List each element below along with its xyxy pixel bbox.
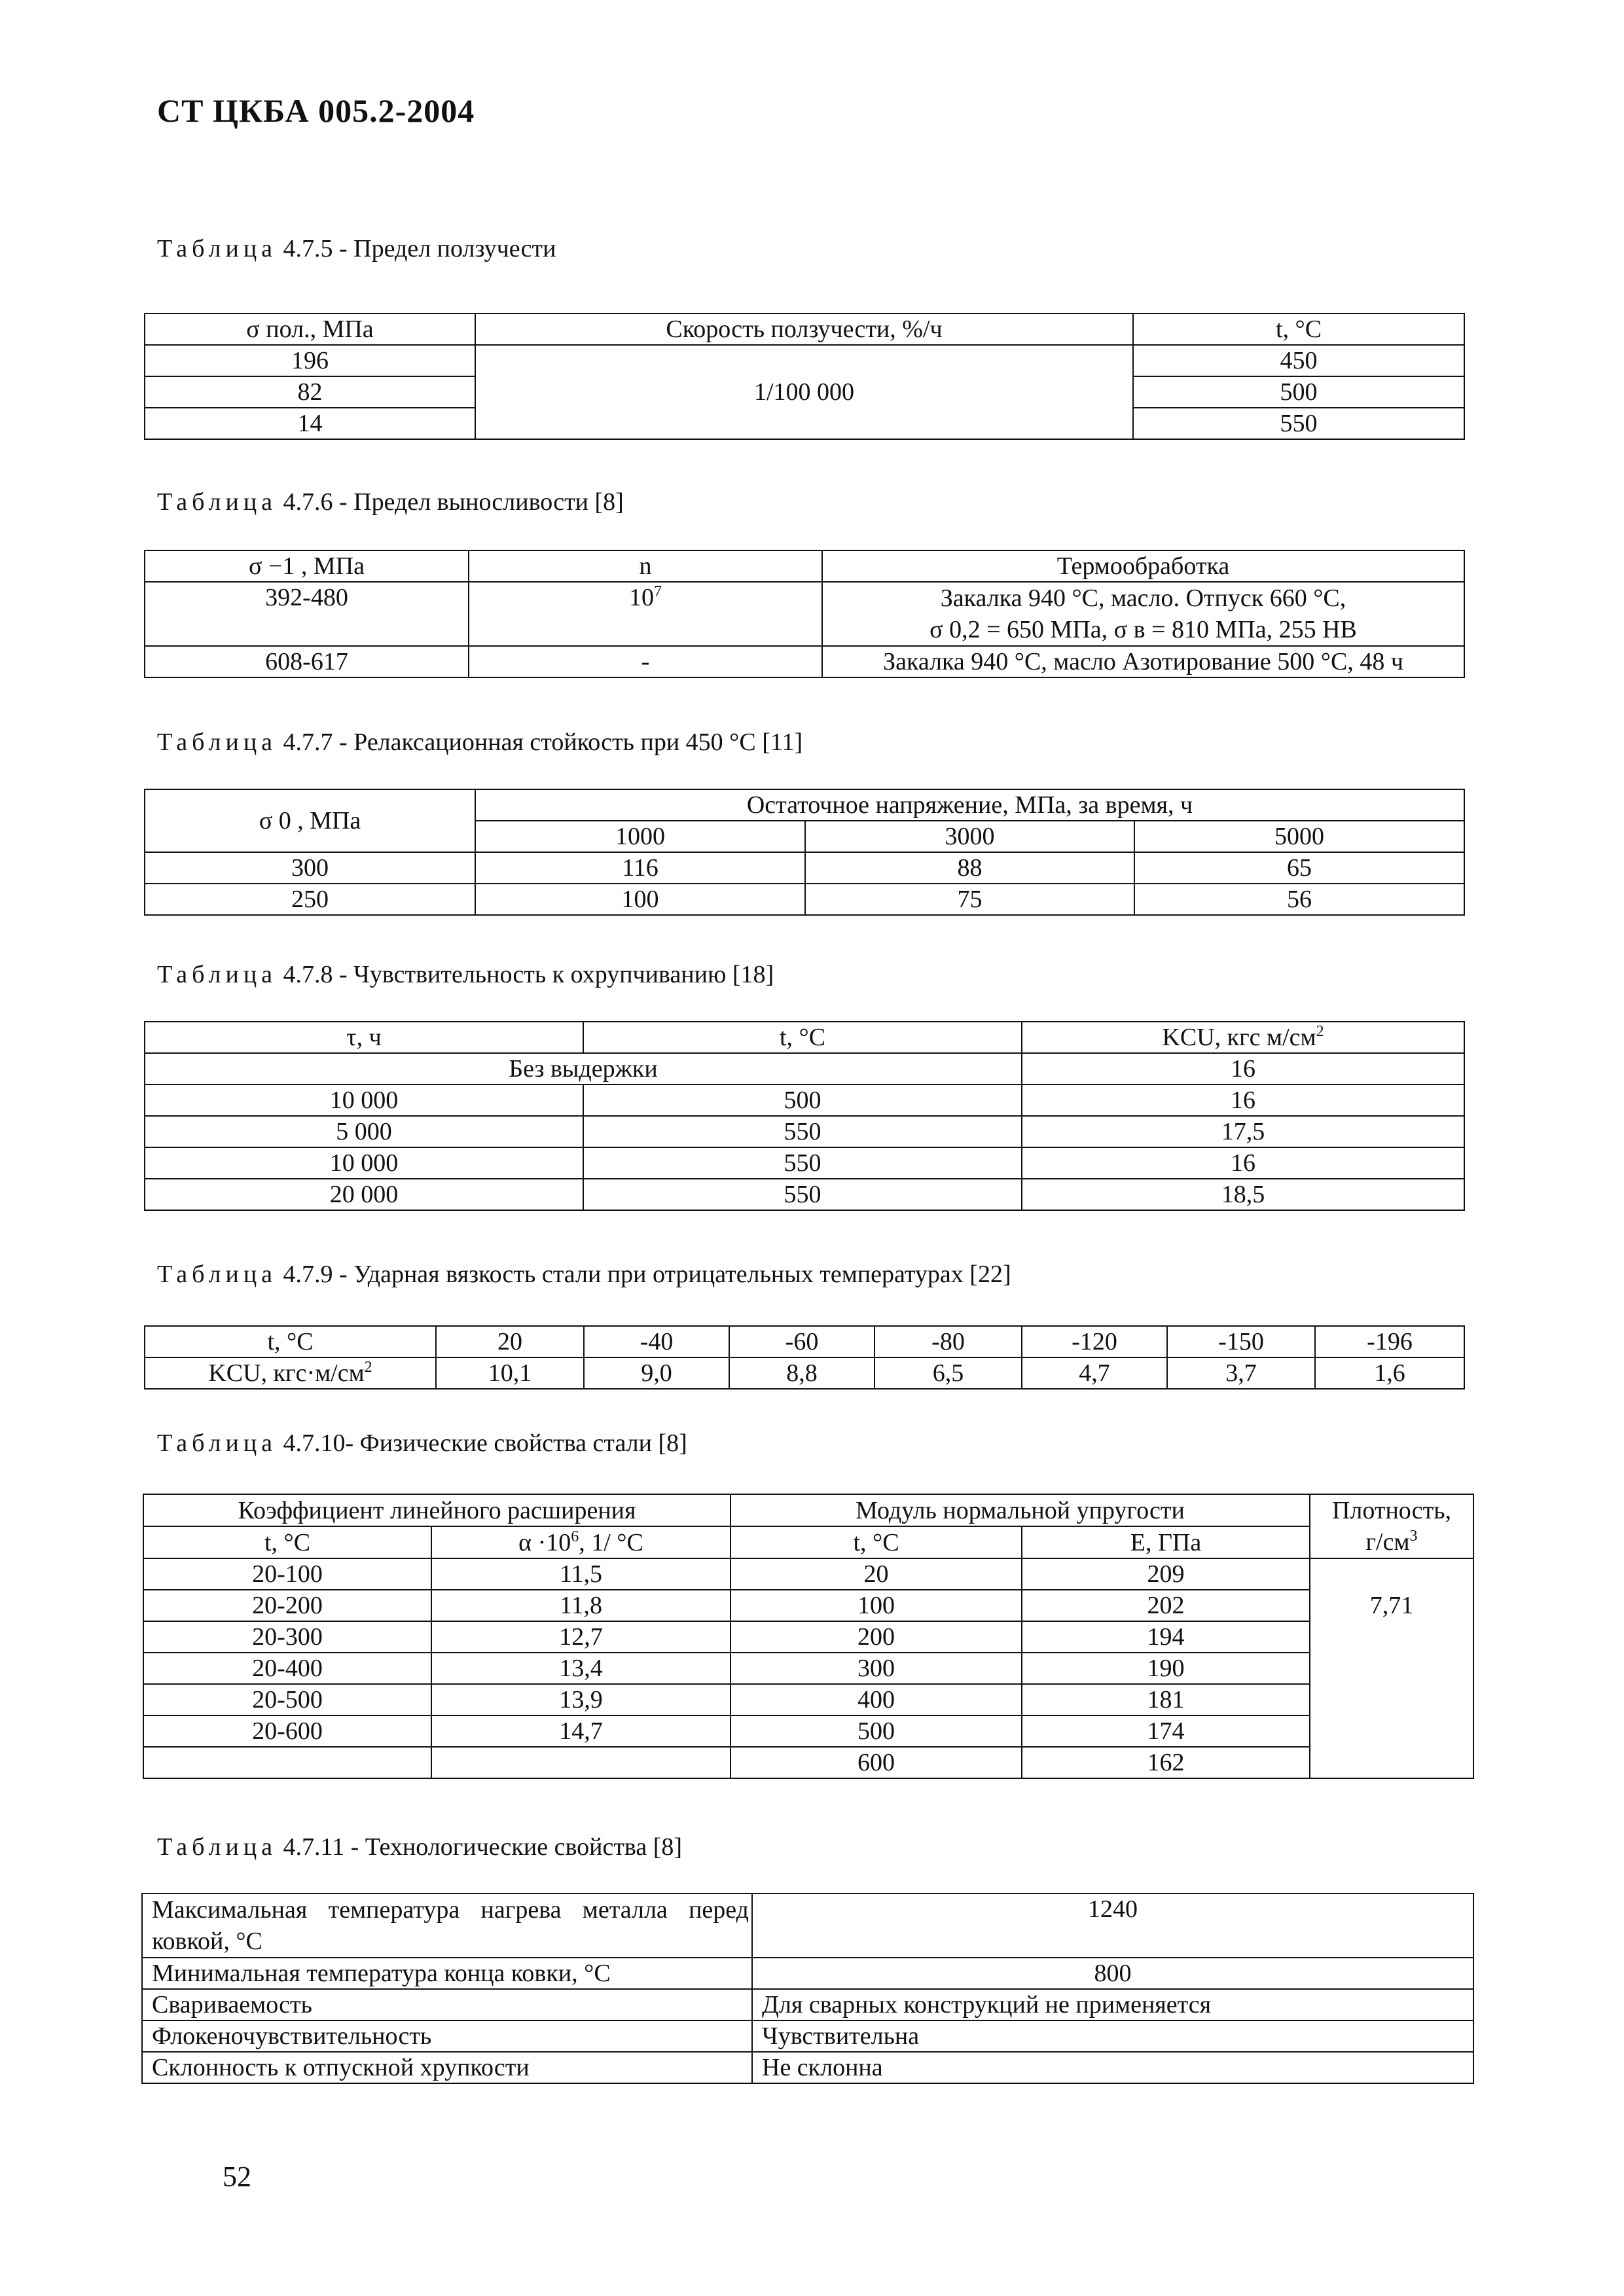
table-cell: Свариваемость	[142, 1989, 752, 2020]
header-cell: t, °C	[143, 1526, 431, 1558]
table-embrittlement	[144, 1021, 1465, 1211]
table-cell: 88	[805, 852, 1134, 884]
table-caption-4-7-7	[157, 728, 803, 757]
table-cell: Минимальная температура конца ковки, °C	[142, 1958, 752, 1989]
table-endurance-limit	[144, 550, 1465, 678]
table-row	[143, 1684, 1473, 1715]
table-cell: 3,7	[1167, 1357, 1315, 1389]
caption-text: 4.7.9 - Ударная вязкость стали при отрицательных температурах [22]	[283, 1261, 1011, 1288]
table-row	[145, 646, 1464, 677]
kcu-label-exponent: 2	[364, 1359, 372, 1376]
table-cell: 500	[583, 1085, 1022, 1116]
table-cell: 500	[731, 1715, 1022, 1747]
table-row	[143, 1590, 1473, 1621]
kcu-unit: KCU, кгс м/см	[1162, 1024, 1316, 1051]
table-row	[145, 789, 1464, 821]
table-cell: 14	[145, 408, 475, 439]
table-cell: Склонность к отпускной хрупкости	[142, 2052, 752, 2083]
table-cell: 20-100	[143, 1558, 431, 1590]
table-cell: 6,5	[875, 1357, 1022, 1389]
table-row	[145, 1179, 1464, 1210]
table-row	[145, 1116, 1464, 1147]
table-cell: 12,7	[431, 1621, 731, 1653]
table-cell: -	[469, 646, 822, 677]
table-impact-strength	[144, 1325, 1465, 1390]
table-row	[145, 1357, 1464, 1389]
table-cell: 1240	[752, 1893, 1473, 1958]
caption-label: Таблица	[157, 1833, 278, 1861]
header-cell: E, ГПа	[1022, 1526, 1310, 1558]
treatment-line-2: σ 0,2 = 650 МПа, σ в = 810 МПа, 255 НВ	[929, 616, 1357, 643]
table-cell: 82	[145, 376, 475, 408]
table-cell: 20-300	[143, 1621, 431, 1653]
table-cell: 16	[1022, 1085, 1464, 1116]
table-row	[143, 1494, 1473, 1526]
table-cell: 100	[731, 1590, 1022, 1621]
table-cell: 20-400	[143, 1653, 431, 1684]
table-row	[145, 582, 1464, 646]
header-cell	[145, 1357, 436, 1389]
table-row	[143, 1715, 1473, 1747]
alpha-exponent: 6	[571, 1528, 579, 1545]
table-cell: 10,1	[436, 1357, 584, 1389]
table-cell: 16	[1022, 1147, 1464, 1179]
table-creep-limit	[144, 313, 1465, 440]
caption-text: 4.7.11 - Технологические свойства [8]	[283, 1833, 683, 1861]
table-caption-4-7-6	[157, 488, 624, 516]
header-cell: t, °C	[583, 1022, 1022, 1053]
table-row	[143, 1558, 1473, 1590]
header-cell: 3000	[805, 821, 1134, 852]
caption-label: Таблица	[157, 961, 278, 988]
page-number: 52	[223, 2161, 251, 2193]
caption-label: Таблица	[157, 235, 278, 262]
table-cell: 20 000	[145, 1179, 583, 1210]
table-cell: 500	[1133, 376, 1464, 408]
table-cell: Для сварных конструкций не применяется	[752, 1989, 1473, 2020]
caption-label: Таблица	[157, 1429, 278, 1457]
table-row	[143, 1621, 1473, 1653]
header-cell: t, °C	[1133, 314, 1464, 345]
table-cell: 181	[1022, 1684, 1310, 1715]
header-cell: 1000	[475, 821, 805, 852]
table-row	[145, 345, 1464, 376]
table-cell: 300	[731, 1653, 1022, 1684]
caption-text: 4.7.7 - Релаксационная стойкость при 450 °C [11]	[283, 728, 803, 756]
table-cell: 392-480	[145, 582, 469, 646]
table-row	[145, 550, 1464, 582]
table-cell: Флокеночувствительность	[142, 2020, 752, 2052]
table-cell: 250	[145, 884, 475, 915]
kcu-label: KCU, кгс·м/см	[208, 1359, 365, 1387]
table-cell: 450	[1133, 345, 1464, 376]
table-cell: 11,8	[431, 1590, 731, 1621]
table-cell: 209	[1022, 1558, 1310, 1590]
header-cell: Коэффициент линейного расширения	[143, 1494, 731, 1526]
table-cell: 20-600	[143, 1715, 431, 1747]
table-cell: 162	[1022, 1747, 1310, 1778]
n-exponent: 7	[654, 583, 662, 600]
header-cell	[431, 1526, 731, 1558]
caption-label: Таблица	[157, 1261, 278, 1288]
density-unit	[1313, 1526, 1470, 1558]
header-cell: σ пол., МПа	[145, 314, 475, 345]
table-cell: 800	[752, 1958, 1473, 1989]
table-row	[143, 1526, 1473, 1558]
table-cell: 65	[1134, 852, 1464, 884]
table-row	[142, 2052, 1473, 2083]
table-cell: 100	[475, 884, 805, 915]
table-cell: 1/100 000	[475, 345, 1133, 439]
table-cell: -150	[1167, 1326, 1315, 1357]
header-cell: t, °C	[145, 1326, 436, 1357]
table-row	[142, 1958, 1473, 1989]
header-cell: σ 0 , МПа	[145, 789, 475, 852]
header-cell: τ, ч	[145, 1022, 583, 1053]
table-cell: 5 000	[145, 1116, 583, 1147]
table-cell: 13,4	[431, 1653, 731, 1684]
table-row	[145, 852, 1464, 884]
table-caption-4-7-8	[157, 960, 774, 989]
table-cell: 16	[1022, 1053, 1464, 1085]
header-cell: Скорость ползучести, %/ч	[475, 314, 1133, 345]
table-cell	[431, 1747, 731, 1778]
table-row	[145, 1085, 1464, 1116]
caption-text: 4.7.10- Физические свойства стали [8]	[283, 1429, 687, 1457]
table-cell: 20	[731, 1558, 1022, 1590]
alpha-label: α ·10	[518, 1528, 571, 1556]
table-row	[145, 1022, 1464, 1053]
density-unit-exponent: 3	[1409, 1528, 1418, 1545]
table-cell: -196	[1315, 1326, 1464, 1357]
header-cell: Остаточное напряжение, МПа, за время, ч	[475, 789, 1464, 821]
document-code: СТ ЦКБА 005.2-2004	[157, 92, 475, 129]
table-cell: 13,9	[431, 1684, 731, 1715]
table-cell: 11,5	[431, 1558, 731, 1590]
table-cell: 608-617	[145, 646, 469, 677]
table-cell: Чувствительна	[752, 2020, 1473, 2052]
density-label: Плотность,	[1331, 1497, 1452, 1524]
table-cell: 4,7	[1022, 1357, 1167, 1389]
table-caption-4-7-9	[157, 1260, 1011, 1289]
table-row	[145, 314, 1464, 345]
table-row	[145, 1326, 1464, 1357]
header-cell: Модуль нормальной упругости	[731, 1494, 1310, 1526]
table-cell	[822, 582, 1464, 646]
table-cell: -80	[875, 1326, 1022, 1357]
table-cell: 75	[805, 884, 1134, 915]
table-cell: 14,7	[431, 1715, 731, 1747]
table-row	[142, 1989, 1473, 2020]
table-row	[145, 1053, 1464, 1085]
table-cell: 400	[731, 1684, 1022, 1715]
table-cell: 18,5	[1022, 1179, 1464, 1210]
table-cell: -120	[1022, 1326, 1167, 1357]
table-relaxation	[144, 789, 1465, 916]
table-cell: 550	[583, 1116, 1022, 1147]
header-cell: n	[469, 550, 822, 582]
table-technological-properties	[141, 1893, 1474, 2084]
table-cell: 116	[475, 852, 805, 884]
table-row	[143, 1653, 1473, 1684]
table-row	[145, 1147, 1464, 1179]
table-cell: 20	[436, 1326, 584, 1357]
header-cell: t, °C	[731, 1526, 1022, 1558]
table-cell: 550	[1133, 408, 1464, 439]
table-cell: 600	[731, 1747, 1022, 1778]
table-cell: 20-200	[143, 1590, 431, 1621]
table-cell: 194	[1022, 1621, 1310, 1653]
header-cell	[1310, 1494, 1473, 1558]
table-cell: 56	[1134, 884, 1464, 915]
density-value: 7,71	[1310, 1558, 1473, 1778]
table-cell: 17,5	[1022, 1116, 1464, 1147]
table-cell: 20-500	[143, 1684, 431, 1715]
table-cell: Не склонна	[752, 2052, 1473, 2083]
n-base: 10	[629, 584, 654, 611]
table-cell: Без выдержки	[145, 1053, 1022, 1085]
header-cell: Термообработка	[822, 550, 1464, 582]
alpha-unit: , 1/ °C	[579, 1528, 643, 1556]
header-cell: 5000	[1134, 821, 1464, 852]
table-cell: 9,0	[584, 1357, 729, 1389]
table-cell: 300	[145, 852, 475, 884]
kcu-unit-exponent: 2	[1316, 1023, 1324, 1040]
table-cell: 202	[1022, 1590, 1310, 1621]
table-cell: 200	[731, 1621, 1022, 1653]
caption-label: Таблица	[157, 728, 278, 756]
table-cell	[143, 1747, 431, 1778]
table-cell: 174	[1022, 1715, 1310, 1747]
table-cell: -40	[584, 1326, 729, 1357]
table-row	[145, 884, 1464, 915]
caption-text: 4.7.5 - Предел ползучести	[283, 235, 556, 262]
table-caption-4-7-10	[157, 1429, 687, 1458]
treatment-line-1: Закалка 940 °C, масло. Отпуск 660 °C,	[940, 584, 1346, 612]
header-cell: σ −1 , МПа	[145, 550, 469, 582]
table-row	[142, 2020, 1473, 2052]
table-physical-properties	[143, 1494, 1474, 1779]
table-cell: -60	[729, 1326, 875, 1357]
table-cell	[469, 582, 822, 646]
caption-text: 4.7.6 - Предел выносливости [8]	[283, 488, 624, 516]
table-cell: 10 000	[145, 1085, 583, 1116]
table-cell: 190	[1022, 1653, 1310, 1684]
caption-text: 4.7.8 - Чувствительность к охрупчиванию [18]	[283, 961, 774, 988]
table-cell: Закалка 940 °C, масло Азотирование 500 °C, 48 ч	[822, 646, 1464, 677]
table-caption-4-7-5	[157, 234, 556, 263]
table-cell: 1,6	[1315, 1357, 1464, 1389]
table-cell: 550	[583, 1147, 1022, 1179]
density-unit-base: г/см	[1365, 1528, 1410, 1556]
table-row	[143, 1747, 1473, 1778]
table-cell: Максимальная температура нагрева металла перед ковкой, °C	[142, 1893, 752, 1958]
caption-label: Таблица	[157, 488, 278, 516]
table-cell: 8,8	[729, 1357, 875, 1389]
table-row	[142, 1893, 1473, 1958]
header-cell	[1022, 1022, 1464, 1053]
table-caption-4-7-11	[157, 1833, 682, 1861]
table-cell: 550	[583, 1179, 1022, 1210]
table-cell: 10 000	[145, 1147, 583, 1179]
table-cell: 196	[145, 345, 475, 376]
